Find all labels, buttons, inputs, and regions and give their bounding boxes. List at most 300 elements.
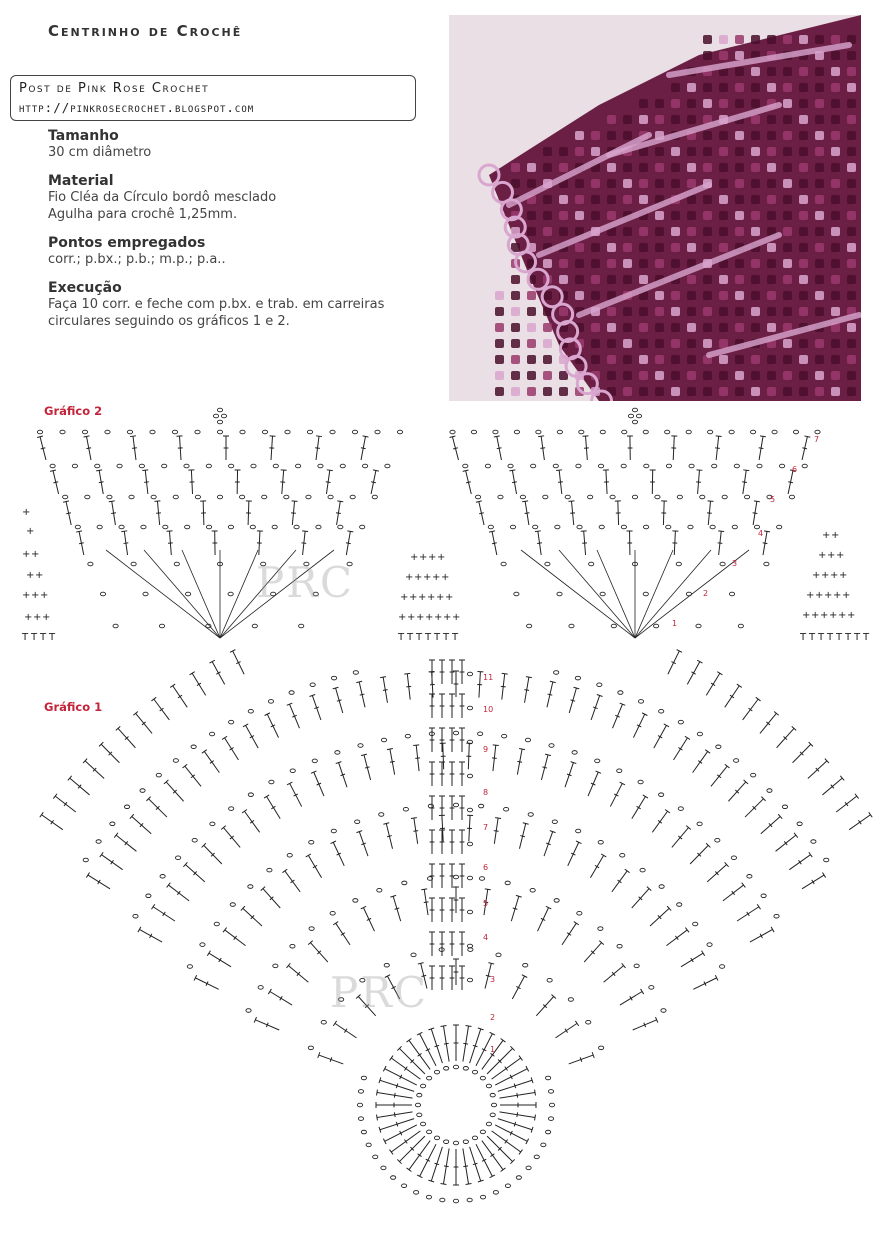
grafico1-treble [569, 687, 579, 713]
double-crochet-stitch [671, 436, 677, 460]
mesh-cell [591, 147, 600, 156]
ring-treble [377, 1112, 413, 1121]
chain-stitch [119, 525, 124, 529]
chain-stitch [493, 430, 498, 434]
ring-hole [426, 1075, 486, 1135]
grafico1-chain [478, 732, 483, 736]
mesh-cell [847, 355, 856, 364]
mesh-cell [815, 163, 824, 172]
grafico1-treble [86, 872, 110, 888]
mesh-cell [783, 339, 792, 348]
mesh-cell [799, 115, 808, 124]
chain-stitch [514, 430, 519, 434]
mesh-cell [607, 131, 616, 140]
single-crochet-stitch: + [405, 572, 414, 583]
fan-spoke [559, 550, 635, 638]
chain-stitch [498, 495, 503, 499]
chain-stitch [296, 464, 301, 468]
grafico1-chain [403, 807, 408, 811]
chain-stitch [520, 495, 525, 499]
single-crochet-stitch: + [414, 572, 423, 583]
chain-stitch [655, 495, 660, 499]
mesh-cell [511, 275, 520, 284]
mesh-cell [735, 83, 744, 92]
double-crochet-stitch [627, 531, 633, 555]
mesh-cell [607, 195, 616, 204]
mesh-cell [751, 291, 760, 300]
mesh-cell [799, 355, 808, 364]
mesh-cell [751, 211, 760, 220]
single-crochet-stitch: + [827, 550, 836, 561]
outer-ring-chain [426, 1195, 431, 1199]
mesh-cell [799, 35, 808, 44]
chain-stitch [330, 430, 335, 434]
grafico1-treble [565, 762, 576, 788]
grafico1-chain [133, 914, 138, 918]
grafico1-chain [214, 922, 219, 926]
grafico1-chain [568, 998, 573, 1002]
mesh-cell [671, 259, 680, 268]
mesh-cell [575, 211, 584, 220]
mesh-cell [623, 323, 632, 332]
grafico2-edge-left [21, 507, 56, 643]
mesh-cell [623, 227, 632, 236]
chain-stitch [195, 430, 200, 434]
single-crochet-stitch: + [31, 590, 40, 601]
chain-stitch [262, 495, 267, 499]
grafico1-chain [617, 944, 622, 948]
grafico1-chain [308, 1046, 313, 1050]
row-number: 7 [814, 435, 820, 444]
single-crochet-stitch: + [400, 592, 409, 603]
mesh-cell [655, 227, 664, 236]
chain-stitch [533, 525, 538, 529]
ring-treble [379, 1119, 414, 1133]
grafico1-chain [761, 894, 766, 898]
mesh-cell [623, 355, 632, 364]
grafico1-treble [760, 711, 779, 733]
chain-stitch [63, 495, 68, 499]
mesh-cell [847, 371, 856, 380]
mesh-cell [767, 307, 776, 316]
double-crochet-stitch [84, 436, 92, 460]
mesh-cell [671, 243, 680, 252]
mesh-cell [815, 179, 824, 188]
grafico1-treble [210, 660, 225, 684]
chain-stitch [150, 430, 155, 434]
section-pontos [48, 235, 438, 268]
mesh-cell [847, 83, 856, 92]
double-crochet-stitch [63, 501, 71, 525]
chain-stitch [644, 464, 649, 468]
mesh-cell [511, 291, 520, 300]
chain-stitch [666, 525, 671, 529]
mesh-cell [655, 259, 664, 268]
crochet-doily-photo-icon [449, 15, 861, 401]
grafico1-chain [273, 964, 278, 968]
credit-url[interactable]: http://pinkrosecrochet.blogspot.com [19, 100, 255, 115]
grafico1-chain [331, 676, 336, 680]
grafico1-chain [411, 953, 416, 957]
mesh-cell [783, 259, 792, 268]
mesh-cell [719, 275, 728, 284]
chain-stitch [599, 525, 604, 529]
mesh-cell [575, 131, 584, 140]
mesh-cell [735, 35, 744, 44]
grafico1-chain [248, 885, 253, 889]
mesh-cell [831, 371, 840, 380]
chain-stitch [113, 624, 118, 628]
grafico1-treble [264, 795, 280, 819]
mesh-cell [687, 307, 696, 316]
row-number: 4 [483, 933, 489, 942]
mesh-cell [687, 243, 696, 252]
grafico1-chain [734, 759, 739, 763]
grafico1-treble [650, 906, 671, 926]
chain-stitch [397, 430, 402, 434]
chain-stitch [285, 430, 290, 434]
double-crochet-stitch [603, 470, 609, 494]
ring-treble [376, 1102, 412, 1108]
chain-stitch [588, 495, 593, 499]
doily-photo [449, 15, 861, 401]
mesh-cell [799, 291, 808, 300]
grafico1-chain [693, 922, 698, 926]
single-crochet-stitch: + [812, 570, 821, 581]
mesh-cell [703, 35, 712, 44]
chain-stitch [318, 464, 323, 468]
mesh-cell [799, 67, 808, 76]
mesh-cell [815, 339, 824, 348]
mesh-cell [623, 163, 632, 172]
mesh-cell [719, 387, 728, 396]
mesh-cell [639, 339, 648, 348]
chain-stitch [689, 464, 694, 468]
column-treble [439, 864, 445, 888]
column-treble [459, 864, 465, 888]
ring-chain [427, 1076, 432, 1080]
mesh-cell [671, 323, 680, 332]
mesh-cell [799, 163, 808, 172]
grafico1-treble [750, 927, 774, 942]
grafico1-treble [519, 823, 528, 849]
grafico1-treble [453, 671, 459, 697]
mesh-cell [639, 163, 648, 172]
grafico1-treble [287, 703, 300, 728]
row-number: 3 [732, 559, 738, 568]
chain-stitch [632, 495, 637, 499]
mesh-cell [527, 339, 536, 348]
grafico1-treble [743, 697, 761, 720]
grafico1-chain [782, 805, 787, 809]
chain-stitch [450, 430, 455, 434]
mesh-cell [831, 243, 840, 252]
single-crochet-stitch: + [24, 612, 33, 623]
mesh-cell [687, 227, 696, 236]
chain-stitch [72, 464, 77, 468]
grafico1-treble [183, 862, 204, 882]
column-treble [439, 932, 445, 956]
mesh-cell [767, 243, 776, 252]
mesh-cell [655, 387, 664, 396]
section-text: Agulha para crochê 1,25mm. [48, 207, 238, 222]
mesh-cell [751, 67, 760, 76]
mesh-cell [655, 179, 664, 188]
grafico1-chain [575, 676, 580, 680]
column-treble [429, 830, 435, 854]
ring-chain [434, 1070, 439, 1074]
double-crochet-stitch [154, 501, 160, 525]
grafico1-chain [310, 683, 315, 687]
column-chain [467, 944, 472, 948]
single-crochet-stitch: + [434, 612, 443, 623]
picot-chain [628, 414, 633, 418]
ring-chain [490, 1113, 495, 1117]
chain-stitch [340, 464, 345, 468]
mesh-cell [703, 227, 712, 236]
mesh-cell [703, 83, 712, 92]
grafico1-chain [453, 803, 458, 807]
mesh-cell [751, 323, 760, 332]
picot-chain [217, 408, 222, 412]
grafico1-treble [588, 771, 601, 796]
mesh-cell [703, 339, 712, 348]
double-crochet-stitch [326, 470, 333, 494]
grafico1-chain [146, 894, 151, 898]
grafico1-chain [192, 838, 197, 842]
grafico1-treble [146, 797, 167, 817]
mesh-cell [847, 115, 856, 124]
column-treble [449, 660, 455, 684]
mesh-cell [543, 259, 552, 268]
chain-stitch [184, 464, 189, 468]
mesh-cell [751, 275, 760, 284]
grafico1-treble [453, 887, 459, 913]
mesh-cell [815, 83, 824, 92]
mesh-cell [543, 147, 552, 156]
single-crochet-stitch: + [847, 610, 856, 621]
ring-chain [463, 1066, 468, 1070]
grafico1-chain [268, 700, 273, 704]
grafico1-chain [502, 734, 507, 738]
grafico1-chain [774, 914, 779, 918]
mesh-cell [607, 307, 616, 316]
grafico1-chain [290, 769, 295, 773]
grafico1-watermark: PRC [330, 968, 429, 1017]
grafico1-treble [265, 713, 279, 738]
mesh-cell [527, 355, 536, 364]
grafico1-chain [175, 856, 180, 860]
chain-stitch [598, 464, 603, 468]
chain-stitch [677, 495, 682, 499]
mesh-cell [719, 83, 728, 92]
chain-stitch [127, 430, 132, 434]
single-crochet-stitch: + [815, 590, 824, 601]
section-text: Faça 10 corr. e feche com p.bx. e trab. em carreiras [48, 297, 385, 312]
grafico1-chain [290, 944, 295, 948]
double-crochet-stitch [121, 531, 128, 555]
mesh-cell [591, 275, 600, 284]
ring-chain [486, 1084, 491, 1088]
grafico1-chain [269, 780, 274, 784]
mesh-cell [799, 259, 808, 268]
ring-treble [498, 1119, 533, 1133]
mesh-cell [735, 147, 744, 156]
ring-treble [428, 1028, 442, 1063]
ring-chain [480, 1130, 485, 1134]
mesh-cell [735, 163, 744, 172]
single-crochet-stitch: + [839, 570, 848, 581]
ring-treble [428, 1147, 442, 1182]
section-text: corr.; p.bx.; p.b.; m.p.; p.a.. [48, 252, 226, 267]
mesh-cell [767, 355, 776, 364]
single-crochet-stitch: + [822, 530, 831, 541]
chain-stitch [686, 430, 691, 434]
double-crochet-stitch [522, 501, 529, 525]
mesh-cell [751, 227, 760, 236]
grafico1-treble [501, 673, 508, 699]
grafico1-treble [190, 672, 206, 696]
column-chain [467, 910, 472, 914]
mesh-cell [783, 83, 792, 92]
double-crochet-stitch [615, 501, 621, 525]
single-crochet-stitch: + [42, 612, 51, 623]
half-double-stitch: T [49, 632, 56, 643]
grafico1-chain [309, 927, 314, 931]
mesh-cell [703, 131, 712, 140]
double-crochet-stitch [581, 531, 587, 555]
grafico1-chain [353, 671, 358, 675]
grafico1-chain [191, 745, 196, 749]
ring-chain [491, 1103, 496, 1107]
ring-chain [480, 1076, 485, 1080]
double-crochet-stitch [291, 501, 297, 525]
single-crochet-stitch: + [423, 572, 432, 583]
mesh-cell [719, 323, 728, 332]
grafico1-treble [241, 906, 262, 926]
grafico1-chain [267, 868, 272, 872]
double-crochet-stitch [96, 470, 103, 494]
single-crochet-stitch: + [842, 590, 851, 601]
mesh-cell [815, 35, 824, 44]
grafico1-chain [321, 1020, 326, 1024]
grafico1-treble [547, 681, 556, 707]
mesh-cell [799, 99, 808, 108]
mesh-cell [831, 339, 840, 348]
grafico1-treble [261, 887, 281, 908]
mesh-cell [559, 275, 568, 284]
double-crochet-stitch [346, 531, 353, 555]
ring-chain [463, 1140, 468, 1144]
mesh-cell [767, 195, 776, 204]
mesh-cell [655, 291, 664, 300]
chain-stitch [793, 430, 798, 434]
chain-stitch [779, 464, 784, 468]
grafico1-treble [308, 941, 328, 962]
grafico1-chain [246, 1009, 251, 1013]
grafico1-treble [793, 742, 813, 763]
grafico1-chain [173, 759, 178, 763]
mesh-cell [847, 131, 856, 140]
chain-stitch [50, 464, 55, 468]
mesh-cell [735, 355, 744, 364]
mesh-cell [559, 307, 568, 316]
mesh-cell [543, 211, 552, 220]
grafico1-treble [633, 1017, 658, 1030]
row-number: 2 [490, 1013, 496, 1022]
single-crochet-stitch: + [22, 549, 31, 560]
grafico1-treble [182, 764, 201, 786]
grafico1-chain [287, 853, 292, 857]
mesh-cell [703, 211, 712, 220]
ring-chain [486, 1122, 491, 1126]
row-number: 11 [483, 673, 494, 682]
double-crochet-stitch [166, 531, 172, 555]
mesh-cell [687, 115, 696, 124]
mesh-cell [735, 371, 744, 380]
outer-ring-chain [391, 1176, 396, 1180]
mesh-cell [751, 179, 760, 188]
grafico1-chain [160, 874, 165, 878]
chain-stitch [665, 430, 670, 434]
mesh-cell [815, 371, 824, 380]
grafico1-treble [207, 951, 231, 967]
mesh-cell [751, 35, 760, 44]
double-crochet-stitch [280, 470, 286, 494]
column-treble [429, 932, 435, 956]
mesh-cell [543, 227, 552, 236]
half-double-stitch: T [827, 632, 834, 643]
chain-stitch [621, 525, 626, 529]
mesh-cell [751, 355, 760, 364]
section-tamanho [48, 128, 438, 161]
ring-treble [453, 1025, 459, 1061]
picot-chain [217, 420, 222, 424]
section-text: circulares seguindo os gráficos 1 e 2. [48, 314, 290, 329]
column-treble [459, 694, 465, 718]
chain-stitch [729, 430, 734, 434]
mesh-cell [687, 211, 696, 220]
single-crochet-stitch: + [445, 592, 454, 603]
mesh-cell [783, 387, 792, 396]
mesh-cell [703, 147, 712, 156]
half-double-stitch: T [854, 632, 861, 643]
grafico1-treble [230, 650, 244, 675]
mesh-cell [671, 83, 680, 92]
grafico1-treble [151, 904, 174, 921]
single-crochet-stitch: + [416, 612, 425, 623]
chain-stitch [643, 430, 648, 434]
mesh-cell [655, 99, 664, 108]
grafico1-treble [654, 724, 669, 748]
column-treble [439, 762, 445, 786]
column-treble [449, 898, 455, 922]
mesh-cell [735, 179, 744, 188]
grafico1-treble [318, 1052, 343, 1064]
grafico1-chain [598, 840, 603, 844]
grafico1-chain [156, 773, 161, 777]
grafico1-diagram [0, 660, 878, 1220]
grafico1-label: Gráfico 1 [44, 700, 103, 714]
column-chain [467, 842, 472, 846]
mesh-cell [831, 307, 840, 316]
chain-stitch [545, 562, 550, 566]
ring-treble [441, 1026, 450, 1062]
mesh-cell [639, 179, 648, 188]
grafico1-chain [554, 671, 559, 675]
chain-stitch [352, 430, 357, 434]
grafico1-chain [358, 744, 363, 748]
